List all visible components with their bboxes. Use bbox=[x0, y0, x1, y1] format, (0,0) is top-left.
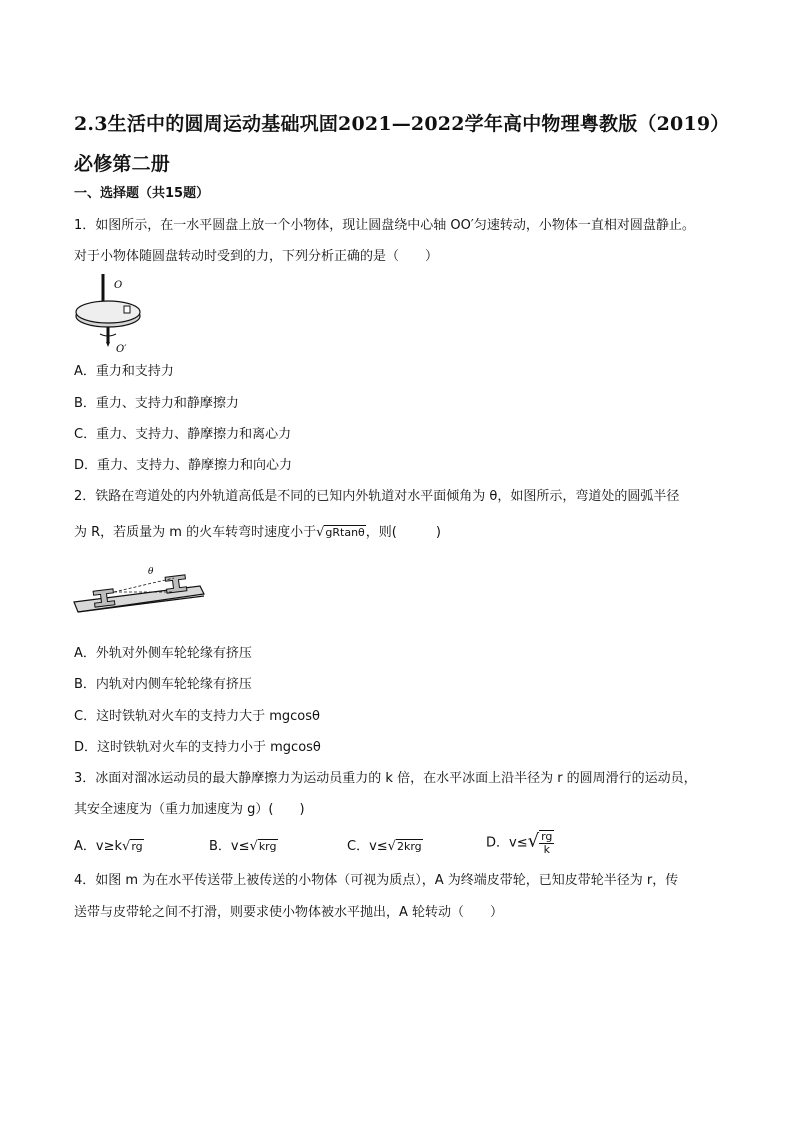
q2-rail-figure bbox=[72, 556, 212, 628]
q1-line1: 1．如图所示，在一水平圆盘上放一个小物体，现让圆盘绕中心轴 OO′匀速转动，小物体一直相对圆盘静止。 bbox=[74, 218, 695, 233]
section-heading: 一、选择题（共15题） bbox=[74, 186, 210, 201]
label-o-bottom: O′ bbox=[116, 344, 127, 355]
q3-line1: 3．冰面对溜冰运动员的最大静摩擦力为运动员重力的 k 倍，在水平冰面上沿半径为 r 的圆周滑行的运动员， bbox=[74, 771, 697, 786]
q2-line2: 为 R，若质量为 m 的火车转弯时速度小于√gRtanθ，则( ) bbox=[74, 525, 441, 540]
angle-label: θ bbox=[148, 567, 154, 577]
q3-line2: 其安全速度为（重力加速度为 g）( ) bbox=[74, 802, 305, 817]
q1-line2: 对于小物体随圆盘转动时受到的力，下列分析正确的是（ ） bbox=[74, 249, 439, 264]
q1-option-c: C．重力、支持力、静摩擦力和离心力 bbox=[74, 427, 292, 442]
q1-turntable-figure bbox=[70, 270, 160, 358]
right-rail bbox=[165, 575, 187, 593]
q1-option-a: A．重力和支持力 bbox=[74, 364, 174, 379]
q2-option-a: A．外轨对外侧车轮轮缘有挤压 bbox=[74, 646, 252, 661]
q1-option-b: B．重力、支持力和静摩擦力 bbox=[74, 396, 239, 411]
q3-option-a: A．v≥k√rg bbox=[74, 839, 143, 854]
q2-option-b: B．内轨对内侧车轮轮缘有挤压 bbox=[74, 677, 252, 692]
q2-option-d: D．这时铁轨对火车的支持力小于 mgcosθ bbox=[74, 740, 321, 755]
q2-line1: 2．铁路在弯道处的内外轨道高低是不同的已知内外轨道对水平面倾角为 θ，如图所示，弯道处的圆弧半径 bbox=[74, 489, 680, 504]
small-object bbox=[124, 306, 130, 313]
q3-option-b: B．v≤√krg bbox=[209, 839, 277, 854]
q1-option-d: D．重力、支持力、静摩擦力和向心力 bbox=[74, 458, 293, 473]
q4-line1: 4．如图 m 为在水平传送带上被传送的小物体（可视为质点），A 为终端皮带轮，已知皮带轮半径为 r，传 bbox=[74, 873, 679, 888]
q4-line2: 送带与皮带轮之间不打滑，则要求使小物体被水平抛出，A 轮转动（ ） bbox=[74, 905, 504, 920]
q3-option-d: D．v≤√ $\frac{rg}{k}$ bbox=[486, 830, 553, 856]
document-title: 2.3生活中的圆周运动基础巩固2021—2022学年高中物理粤教版（2019）必修第二册 bbox=[74, 113, 730, 175]
q2-option-c: C．这时铁轨对火车的支持力大于 mgcosθ bbox=[74, 709, 320, 724]
q3-option-c: C．v≤√2krg bbox=[347, 839, 422, 854]
q2-sqrt-expr: gRtanθ bbox=[325, 526, 365, 539]
label-o-top: O bbox=[114, 280, 123, 291]
